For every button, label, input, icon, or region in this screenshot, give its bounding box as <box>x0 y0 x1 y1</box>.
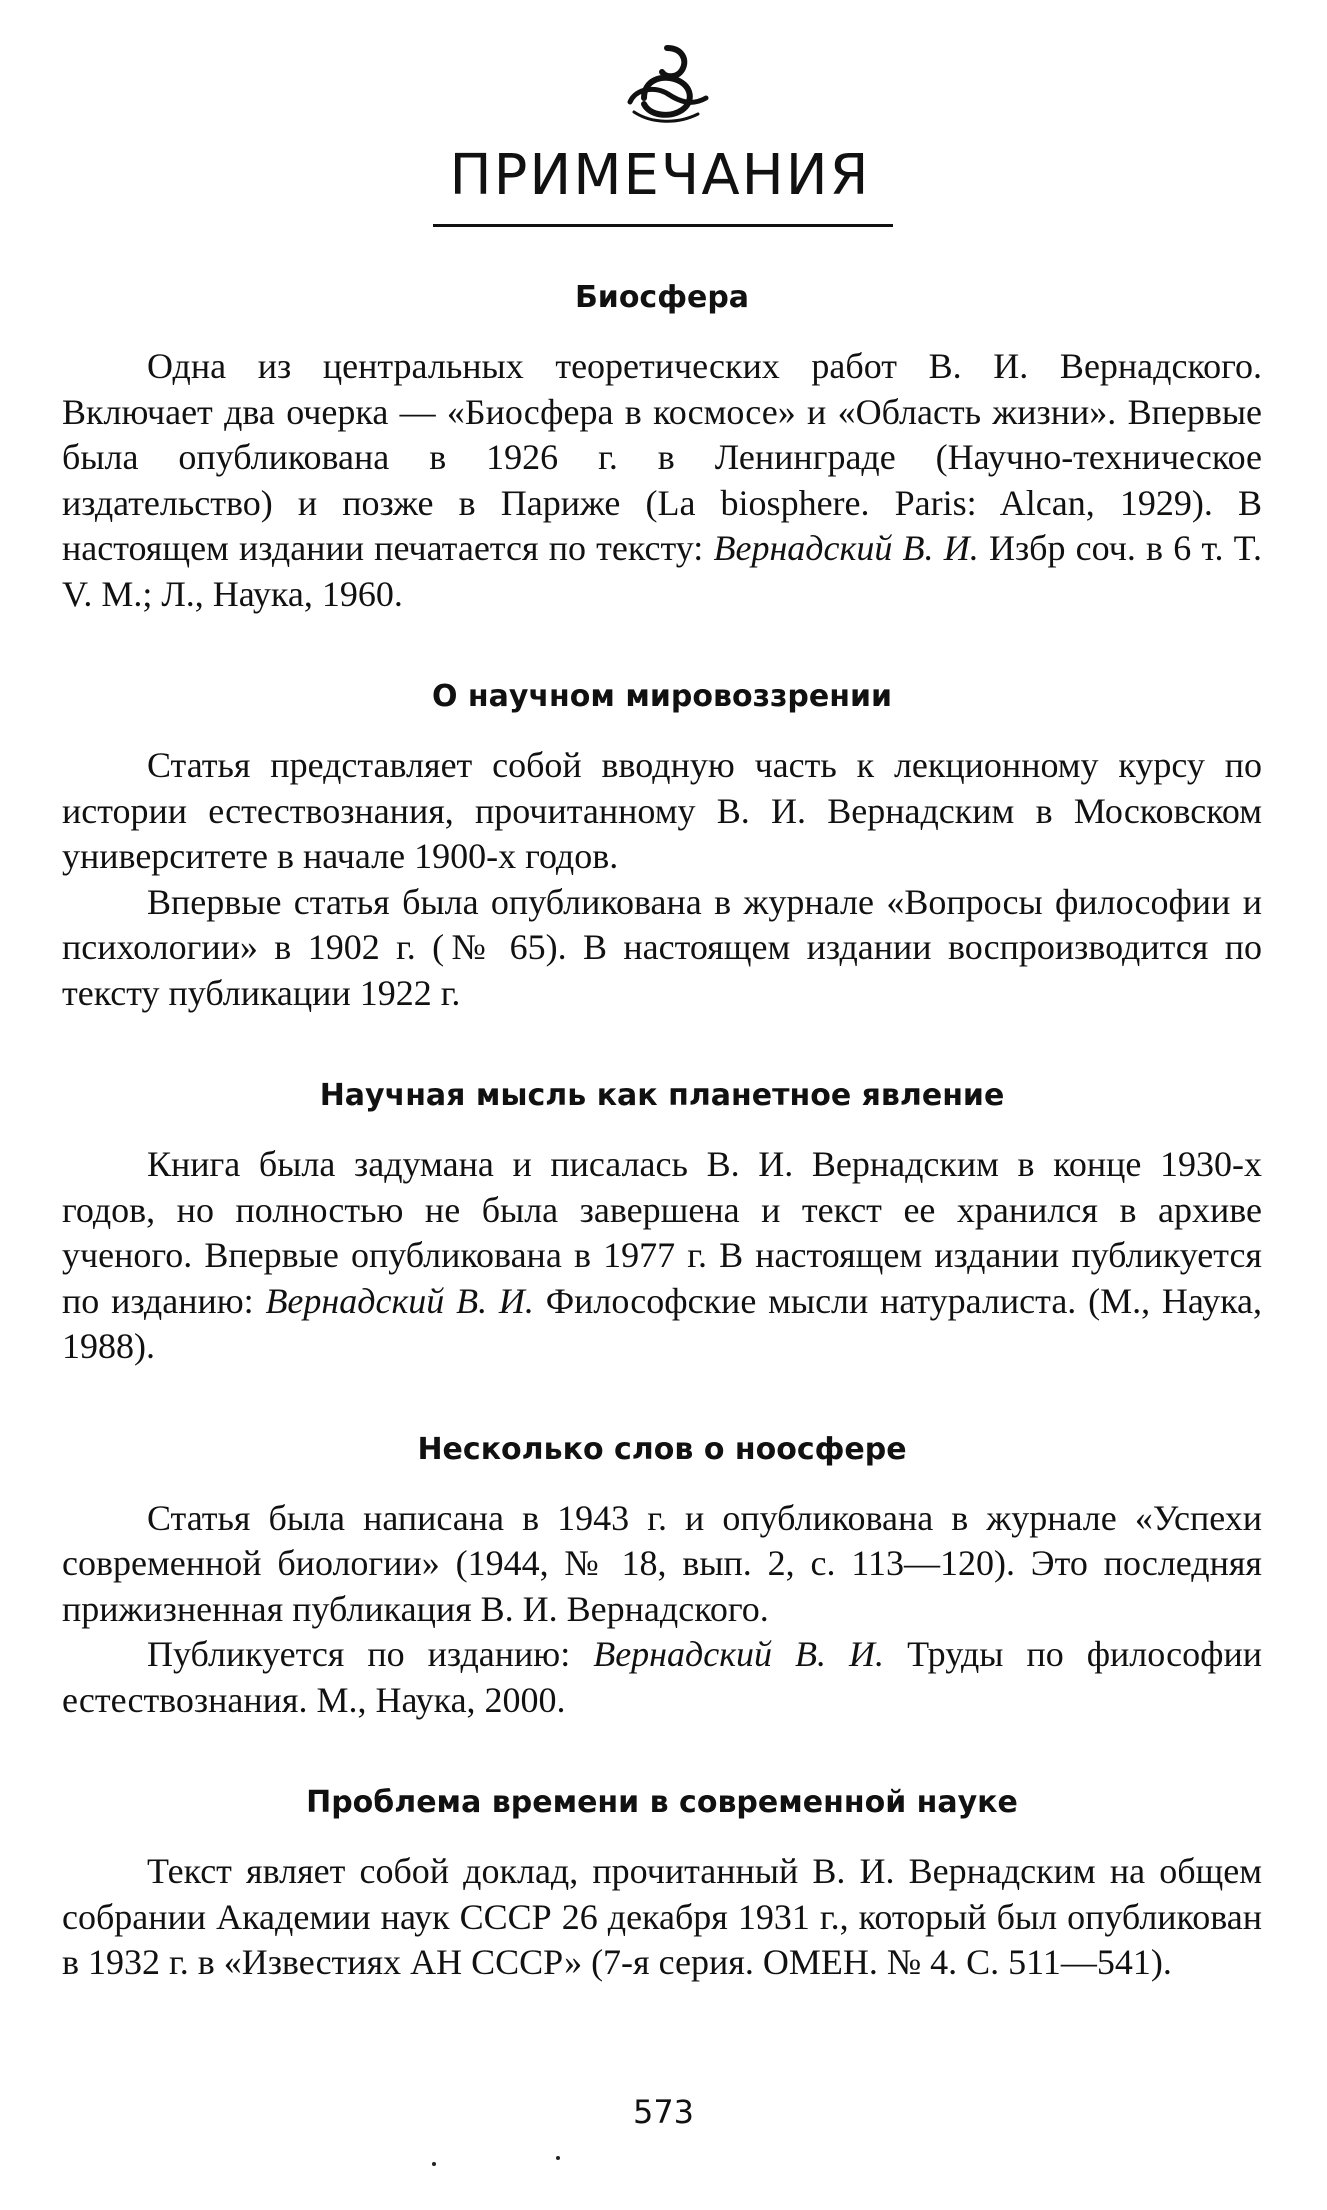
note-paragraph <box>62 1849 1262 1986</box>
paragraph-text: Одна из центральных теоретических работ В. И. Вернадского. Включает два очерка — «Биосфера в космосе» и «Область жизни». Впервые была опубликована в 1926 г. в Ленинграде (Научно-техническое издательство) и позже в Париже (La biosphere. Paris: Alcan, 1929). В настоящем издании печатается по тексту: <box>62 346 1262 568</box>
paragraph-text: Статья была написана в 1943 г. и опубликована в журнале «Успехи современной биологии» (1944, № 18, вып. 2, с. 113—120). Это последняя прижизненная публикация В. И. Вернадского. <box>62 1497 1262 1629</box>
author-citation: Вернадский В. И. <box>265 1280 534 1321</box>
paragraph-text: Труды по философии естествознания. М., Наука, 2000. <box>62 1634 1262 1720</box>
author-citation: Вернадский В. И. <box>713 528 979 568</box>
ornament-icon <box>622 40 712 130</box>
section-title: Несколько слов о ноосфере <box>417 1431 907 1467</box>
note-section <box>62 1078 1262 1370</box>
section-gap <box>62 617 1262 679</box>
section-gap <box>62 1016 1262 1078</box>
scan-speck <box>556 2156 560 2160</box>
page-number: 573 <box>632 2093 695 2131</box>
paragraph-text: Публикуется по изданию: <box>147 1634 594 1674</box>
paragraph-text: Впервые статья была опубликована в журнале «Вопросы философии и психологии» в 1902 г. (№ 65). В настоящем издании воспроизводится по тексту публикации 1922 г. <box>62 881 1262 1013</box>
paragraph-text: Избр соч. в 6 т. T. V. М.; Л., Наука, 1960. <box>62 528 1262 614</box>
section-title: Научная мысль как планетное явление <box>319 1078 1005 1113</box>
note-paragraph <box>62 344 1262 617</box>
notes-content <box>62 280 1262 1986</box>
author-citation: Вернадский В. И. <box>593 1634 885 1674</box>
section-title: О научном мировоззрении <box>431 679 893 714</box>
note-section <box>62 1785 1262 1986</box>
section-gap <box>62 1723 1262 1785</box>
note-section <box>62 1432 1262 1724</box>
note-section <box>62 679 1262 1016</box>
paragraph-text: Статья представляет собой вводную часть к лекционному курсу по истории естествознания, прочитанному В. И. Вернадским в Московском университете в начале 1900-х годов. <box>62 745 1262 876</box>
note-paragraph <box>62 1632 1262 1723</box>
note-paragraph <box>62 880 1262 1017</box>
note-paragraph <box>62 1496 1262 1633</box>
note-paragraph <box>62 1142 1262 1370</box>
scan-speck <box>432 2162 436 2166</box>
paragraph-text: Философские мысли натуралиста. (М., Наука, 1988). <box>62 1280 1262 1366</box>
note-section <box>62 280 1262 617</box>
paragraph-text: Текст являет собой доклад, прочитанный В. И. Вернадским на общем собрании Академии наук СССР 26 декабря 1931 г., который был опубликован в 1932 г. в «Известиях АН СССР» (7-я серия. ОМЕН. № 4. С. 511—541). <box>62 1851 1262 1982</box>
note-paragraph <box>62 743 1262 880</box>
title-rule <box>433 224 893 227</box>
section-title: Биосфера <box>574 280 750 315</box>
section-gap <box>62 1370 1262 1432</box>
paragraph-text: Книга была задумана и писалась В. И. Вернадским в конце 1930-х годов, но полностью не была завершена и текст ее хранился в архиве ученого. Впервые опубликована в 1977 г. В настоящем издании публикуется по изданию: <box>62 1144 1262 1321</box>
section-title: Проблема времени в современной науке <box>306 1785 1018 1820</box>
page-title: ПРИМЕЧАНИЯ <box>449 143 871 208</box>
